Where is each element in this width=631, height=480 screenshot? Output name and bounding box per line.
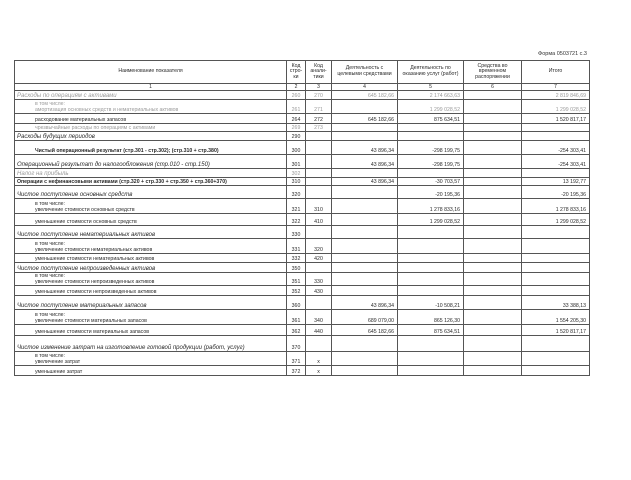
row-label [15,296,287,310]
value-total: 1 299 028,52 [522,100,590,114]
row-analytic-code: 440 [306,325,332,336]
value-temporary [464,114,522,124]
row-label-text: в том числе: [35,353,65,359]
value-targeted [332,169,398,178]
row-analytic-code [306,336,332,352]
row-code: 352 [287,286,306,296]
row-analytic-code: 273 [306,124,332,132]
row-label [15,352,287,366]
value-services: 2 174 663,63 [398,91,464,100]
row-label [15,178,287,186]
value-services [398,352,464,366]
value-services: 1 299 028,52 [398,100,464,114]
row-code: 371 [287,352,306,366]
value-services: 875 634,51 [398,114,464,124]
table-row [15,132,590,141]
row-label [15,325,287,336]
row-analytic-code [306,178,332,186]
row-code: 290 [287,132,306,141]
value-temporary [464,239,522,254]
row-label-text: уменьшение стоимости основных средств [35,219,137,225]
value-temporary [464,366,522,376]
row-label [15,141,287,155]
table-row [15,254,590,263]
value-services: -30 703,57 [398,178,464,186]
row-label-text: в том числе: [35,312,65,318]
value-targeted: 645 182,66 [332,91,398,100]
value-services [398,254,464,263]
row-label-text: уменьшение стоимости нематериальных активов [35,256,155,262]
value-targeted [332,100,398,114]
row-label-text: Чистое поступление нематериальных активов [17,232,156,238]
row-label-text: в том числе: [35,101,65,107]
table-row [15,336,590,352]
value-total [522,263,590,273]
value-targeted [332,214,398,226]
row-label-subtext: увеличение затрат [35,359,81,365]
row-label-text: уменьшение стоимости материальных запасов [35,329,149,335]
row-code: 300 [287,141,306,155]
value-temporary [464,124,522,132]
value-total [522,239,590,254]
table-row [15,91,590,100]
value-total: -254 303,41 [522,155,590,169]
value-targeted: 43 896,34 [332,155,398,169]
row-label-text: в том числе: [35,273,65,279]
row-code: 261 [287,100,306,114]
row-code: 330 [287,226,306,239]
row-code: 310 [287,178,306,186]
value-targeted [332,366,398,376]
table-row [15,325,590,336]
value-services [398,226,464,239]
table-row [15,296,590,310]
value-total: 33 388,13 [522,296,590,310]
row-label [15,310,287,325]
value-services [398,366,464,376]
row-label [15,366,287,376]
row-code: 301 [287,155,306,169]
row-label-text: Чистый операционный результат (стр.301 - стр.302); (стр.310 + стр.380) [35,148,219,154]
table-row [15,286,590,296]
row-label-subtext: увеличение стоимости непроизведенных активов [35,279,155,285]
value-temporary [464,141,522,155]
row-code: 370 [287,336,306,352]
value-temporary [464,336,522,352]
row-label [15,214,287,226]
row-code: 321 [287,199,306,214]
row-analytic-code: 340 [306,310,332,325]
row-label-text: Налог на прибыль [17,171,69,177]
row-analytic-code [306,169,332,178]
row-analytic-code [306,132,332,141]
value-temporary [464,325,522,336]
value-total [522,132,590,141]
header-analytic: Код анали-тики [306,61,332,84]
value-services [398,132,464,141]
row-analytic-code [306,226,332,239]
value-temporary [464,286,522,296]
column-number: 3 [306,84,332,91]
value-services [398,273,464,286]
table-row [15,273,590,286]
row-code: 372 [287,366,306,376]
row-label-text: Чистое изменение затрат на изготовление готовой продукции (работ, услуг) [17,345,245,351]
row-analytic-code: 270 [306,91,332,100]
form-code: Форма 0503721 с.3 [538,51,587,57]
row-label-text: Расходы будущих периодов [17,134,95,140]
row-analytic-code: 420 [306,254,332,263]
value-services: -20 195,36 [398,186,464,199]
value-total: 1 278 833,16 [522,199,590,214]
row-code: 362 [287,325,306,336]
value-services: -298 199,75 [398,141,464,155]
value-services: 1 278 833,16 [398,199,464,214]
value-services: 1 299 028,52 [398,214,464,226]
value-temporary [464,254,522,263]
table-row [15,366,590,376]
value-services [398,336,464,352]
value-services: -10 508,21 [398,296,464,310]
value-services [398,239,464,254]
row-label-text: Чистое поступление непроизведенных активов [17,266,156,272]
row-code: 351 [287,273,306,286]
value-temporary [464,155,522,169]
value-targeted [332,226,398,239]
row-label [15,273,287,286]
value-total [522,336,590,352]
value-total [522,254,590,263]
header-targeted: Деятельность с целевыми средствами [332,61,398,84]
row-label-text: расходование материальных запасов [35,117,127,123]
table-row [15,310,590,325]
value-targeted [332,273,398,286]
row-code: 332 [287,254,306,263]
header-temporary: Средства во временном распоряжении [464,61,522,84]
value-total: -254 303,41 [522,141,590,155]
row-analytic-code: 272 [306,114,332,124]
row-label [15,169,287,178]
table-row [15,124,590,132]
row-label-text: чрезвычайные расходы по операциям с активами [35,125,156,131]
row-label [15,155,287,169]
row-analytic-code: 320 [306,239,332,254]
row-code: 260 [287,91,306,100]
column-number: 6 [464,84,522,91]
row-analytic-code [306,155,332,169]
row-analytic-code [306,141,332,155]
value-targeted [332,336,398,352]
row-label [15,132,287,141]
value-total [522,273,590,286]
column-number: 4 [332,84,398,91]
table-row [15,226,590,239]
row-label [15,100,287,114]
table-row [15,114,590,124]
row-label [15,254,287,263]
row-code: 360 [287,296,306,310]
row-label-subtext: увеличение стоимости материальных запасов [35,318,147,324]
value-targeted [332,132,398,141]
value-temporary [464,178,522,186]
value-temporary [464,352,522,366]
value-targeted [332,124,398,132]
row-label-text: в том числе: [35,201,65,207]
row-label [15,124,287,132]
column-number: 2 [287,84,306,91]
table-row [15,100,590,114]
value-targeted [332,199,398,214]
value-total: 13 192,77 [522,178,590,186]
table-row [15,199,590,214]
value-total [522,169,590,178]
column-number: 1 [15,84,287,91]
row-label [15,239,287,254]
header-name: Наименование показателя [15,61,287,84]
value-total [522,366,590,376]
value-total [522,286,590,296]
value-services [398,124,464,132]
value-temporary [464,91,522,100]
table-row [15,263,590,273]
value-targeted [332,352,398,366]
value-targeted [332,254,398,263]
value-services [398,169,464,178]
row-label-subtext: увеличение стоимости нематериальных активов [35,247,153,253]
row-code: 331 [287,239,306,254]
column-number: 7 [522,84,590,91]
row-label [15,114,287,124]
value-targeted: 43 896,34 [332,141,398,155]
row-label [15,186,287,199]
value-targeted [332,186,398,199]
value-targeted: 43 896,34 [332,178,398,186]
value-total [522,226,590,239]
row-analytic-code: 271 [306,100,332,114]
row-code: 269 [287,124,306,132]
value-services: -298 199,75 [398,155,464,169]
value-total: 1 299 028,52 [522,214,590,226]
row-label-text: Чистое поступление материальных запасов [17,303,147,309]
table-row [15,352,590,366]
table-row [15,155,590,169]
value-temporary [464,263,522,273]
row-analytic-code: x [306,366,332,376]
row-analytic-code: 410 [306,214,332,226]
row-code: 350 [287,263,306,273]
header-code: Код стро-ки [287,61,306,84]
value-services [398,263,464,273]
row-analytic-code [306,296,332,310]
value-temporary [464,310,522,325]
row-label-subtext: увеличение стоимости основных средств [35,207,135,213]
value-temporary [464,132,522,141]
value-targeted [332,263,398,273]
table-row [15,141,590,155]
row-label [15,226,287,239]
table-row [15,169,590,178]
row-label-subtext: амортизация основных средств и нематериальных активов [35,107,179,113]
row-analytic-code: 430 [306,286,332,296]
value-services: 875 634,51 [398,325,464,336]
value-targeted: 689 079,00 [332,310,398,325]
row-label [15,263,287,273]
row-code: 320 [287,186,306,199]
header-row [15,61,590,84]
row-code: 322 [287,214,306,226]
value-targeted [332,286,398,296]
row-analytic-code [306,186,332,199]
row-label [15,286,287,296]
row-label-text: Расходы по операциям с активами [17,93,117,99]
value-total: -20 195,36 [522,186,590,199]
row-label-text: Операционный результат до налогообложения (стр.010 - стр.150) [17,162,210,168]
row-label-text: в том числе: [35,241,65,247]
financial-results-table [14,60,590,376]
value-targeted: 645 182,66 [332,325,398,336]
value-temporary [464,273,522,286]
row-label [15,199,287,214]
value-temporary [464,296,522,310]
row-label-text: уменьшение стоимости непроизведенных активов [35,289,157,295]
header-services: Деятельность по оказанию услуг (работ) [398,61,464,84]
row-label-text: Чистое поступление основных средств [17,192,133,198]
column-numbers-row [15,84,590,91]
value-total: 2 819 846,69 [522,91,590,100]
row-analytic-code: 330 [306,273,332,286]
value-services [398,286,464,296]
value-services: 865 126,30 [398,310,464,325]
value-targeted: 645 182,66 [332,114,398,124]
table-row [15,186,590,199]
value-total: 1 520 817,17 [522,114,590,124]
value-total: 1 520 817,17 [522,325,590,336]
row-code: 361 [287,310,306,325]
row-code: 302 [287,169,306,178]
value-temporary [464,186,522,199]
column-number: 5 [398,84,464,91]
value-temporary [464,199,522,214]
row-label [15,336,287,352]
row-label [15,91,287,100]
value-temporary [464,169,522,178]
value-temporary [464,226,522,239]
value-total [522,352,590,366]
row-label-text: Операции с нефинансовыми активами (стр.320 + стр.330 + стр.350 + стр.360+370) [17,179,227,185]
value-temporary [464,100,522,114]
row-analytic-code: x [306,352,332,366]
row-code: 264 [287,114,306,124]
table-row [15,214,590,226]
table-row [15,178,590,186]
value-total: 1 554 205,30 [522,310,590,325]
table-row [15,239,590,254]
row-label-text: уменьшение затрат [35,369,83,375]
value-total [522,124,590,132]
value-temporary [464,214,522,226]
row-analytic-code [306,263,332,273]
row-analytic-code: 310 [306,199,332,214]
header-total: Итого [522,61,590,84]
value-targeted: 43 896,34 [332,296,398,310]
value-targeted [332,239,398,254]
